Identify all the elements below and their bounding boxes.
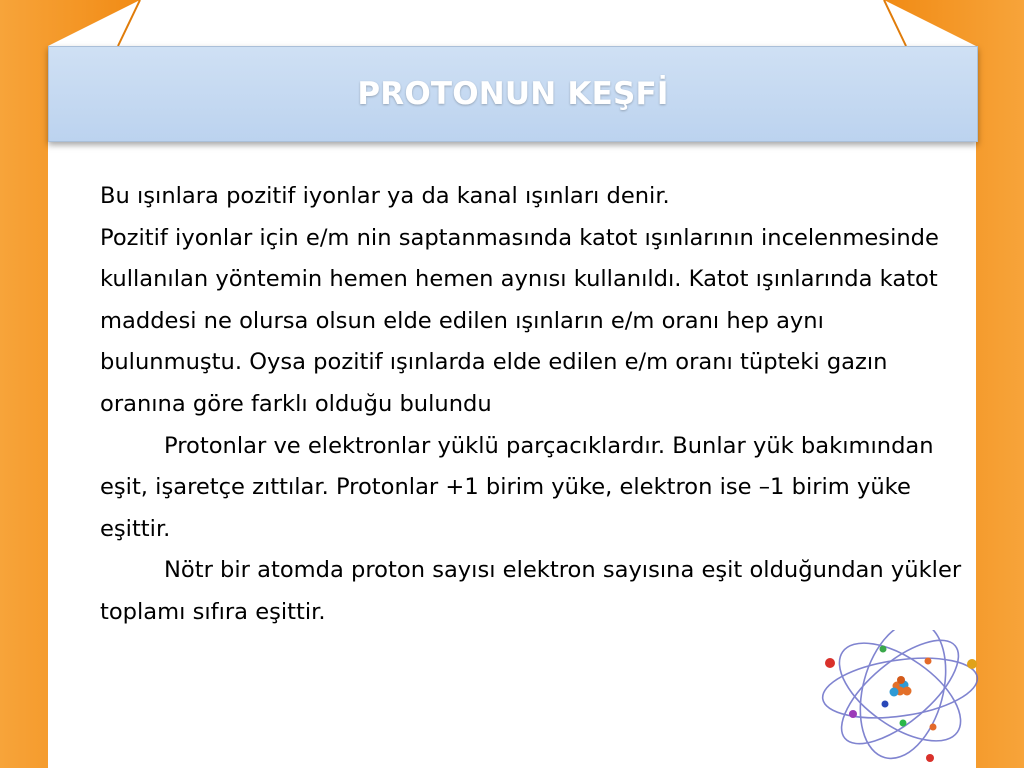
paragraph-4: Nötr bir atomda proton sayısı elektron sayısına eşit olduğundan yükler toplamı sıfıra eşittir. — [100, 557, 962, 625]
paragraph-3: Protonlar ve elektronlar yüklü parçacıklardır. Bunlar yük bakımından eşit, işaretçe zıttılar. Protonlar +1 birim yüke, elektron ise –1 birim yüke eşittir. — [100, 432, 934, 542]
paragraph-2: Pozitif iyonlar için e/m nin saptanmasında katot ışınlarının incelenmesinde kullanılan yöntemin hemen hemen aynısı kullanıldı. Katot ışınlarında katot maddesi ne olursa olsun elde edilen ışınların e/m oranı hep aynı bulunmuştu. Oysa pozitif ışınlarda elde edilen e/m oranı tüpteki gazın oranına göre farklı olduğu bulundu — [100, 224, 939, 417]
title-bar — [48, 46, 978, 142]
nucleus — [890, 676, 912, 697]
paragraph-1: Bu ışınlara pozitif iyonlar ya da kanal ışınları denir. — [100, 183, 670, 209]
slide-body — [100, 176, 970, 634]
atom-icon — [815, 630, 985, 768]
slide-title: PROTONUN KEŞFİ — [357, 76, 669, 112]
